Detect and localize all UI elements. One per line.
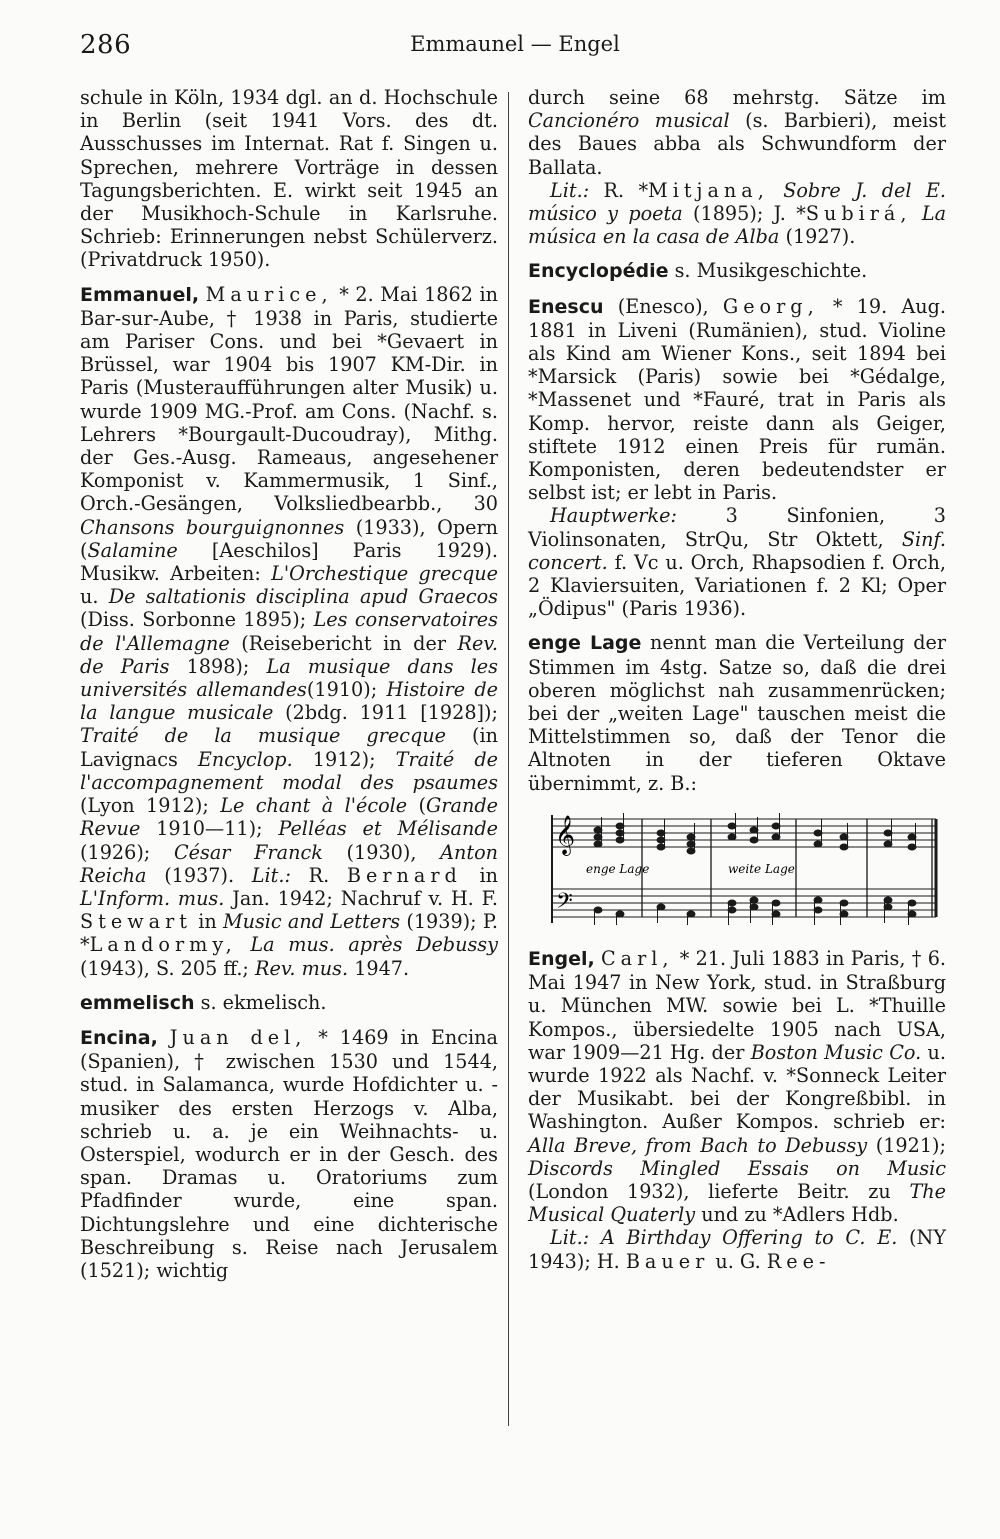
text-segment: * 21. Juli 1883 in Paris, † 6. Mai 1947 in New York, stud. in Straßburg u. München MW. sowie bei L. *Thuille Kompos., übersiedelte 1905 nach USA, war 1909—21 Hg. der: [528, 946, 946, 1064]
author-name: Bauer: [625, 1249, 710, 1273]
work-title: Encyclop.: [197, 747, 293, 771]
work-title: Cancionéro musical: [528, 109, 730, 133]
entry-encyclopedie: [528, 259, 946, 283]
engel-literature: [528, 1226, 946, 1272]
text-segment: (1926);: [80, 840, 151, 864]
work-title: Sobre J. del E. músico y poeta: [528, 178, 946, 226]
lemma-emmanuel: Emmanuel,: [80, 283, 200, 306]
text-segment: (1933), Opern (: [80, 515, 498, 562]
text-segment: [Aeschilos] Paris 1929). Musikw. Arbeiten:: [80, 538, 498, 586]
treble-staff: [552, 819, 936, 847]
text-segment: 3 Sinfonien, 3 Violinsonaten, StrQu, Str Oktett,: [528, 504, 946, 551]
work-title: Traité de l'accompagnement modal des psaumes: [80, 747, 498, 794]
lemma-enge-lage: enge Lage: [528, 632, 642, 655]
text-segment: * 2. Mai 1862 in Bar-sur-Aube, † 1938 in Paris, studierte am Pariser Cons. und bei *Gevaert in Brüssel, war 1904 bis 1907 KM-Dir. in Paris (Musteraufführungen alter Musik) u. wurde 1909 MG.-Prof. am Cons. (Nachf. s. Lehrers *Bourgault-Ducoudray), Mithg. der Ges.-Ausg. Rameaus, angesehener Komponist v. Kammermusik, 1 Sinf., Orch.-Gesängen, Volksliedbearbb., 30: [80, 282, 498, 516]
text-segment: (London 1932), lieferte Beitr. zu: [528, 1179, 891, 1203]
text-segment: u. G.: [715, 1249, 761, 1273]
text-segment: 1910—11);: [156, 817, 263, 841]
entry-encina: [80, 1026, 498, 1282]
text-segment: (2bdg. 1911 [1928]);: [285, 701, 498, 725]
text-segment: 1947.: [354, 956, 410, 980]
text-segment: (1939); P. *: [80, 910, 498, 957]
encina-continued: [528, 86, 946, 179]
lemma-encina: Encina,: [80, 1026, 158, 1049]
text-segment: (1895); J. *: [693, 202, 806, 226]
work-title: Rev. mus.: [255, 956, 349, 980]
work-title: A Birthday Offering to C. E.: [600, 1226, 898, 1250]
work-title: L'Inform. mus.: [80, 886, 225, 910]
entry-enescu: [528, 295, 946, 505]
text-segment: 1912);: [312, 747, 376, 771]
text-segment: (1937).: [164, 863, 235, 887]
work-title: Sinf. concert.: [528, 527, 946, 574]
text-segment: und zu *Adlers Hdb.: [701, 1203, 899, 1227]
text-segment: (1921);: [875, 1133, 947, 1157]
author-name: Mitjana,: [648, 178, 769, 202]
encina-literature: [528, 179, 946, 249]
works-label: Hauptwerke:: [550, 504, 677, 528]
given-name: Georg,: [722, 294, 819, 318]
text-segment: (1910);: [306, 678, 378, 702]
lemma-engel: Engel,: [528, 947, 595, 970]
work-title: Anton Reicha: [80, 840, 498, 887]
text-segment: R. *: [603, 178, 649, 202]
text-segment: 1898);: [186, 654, 250, 678]
text-segment: (1927).: [785, 225, 856, 249]
lemma-enescu: Enescu: [528, 295, 604, 318]
work-title: César Franck: [173, 840, 323, 864]
bass-staff: [552, 889, 936, 917]
cross-reference: s. Musikgeschichte.: [674, 259, 868, 283]
work-title: Chansons bourguignonnes: [80, 515, 345, 539]
text-segment: (in Lavignacs: [80, 724, 498, 771]
enescu-works: [528, 504, 946, 620]
work-title: La mus. après Debussy: [250, 933, 498, 957]
work-title: Boston Music Co.: [750, 1040, 922, 1064]
work-title: Rev. de Paris: [80, 631, 498, 678]
author-name: Stewart: [80, 910, 192, 934]
lit-label: Lit.:: [550, 178, 590, 202]
entry-engel: [528, 947, 946, 1226]
work-title: La musique dans les universités allemandes: [80, 654, 498, 702]
text-segment: f. Vc u. Orch, Rhapsodien f. Orch, 2 Klaviersuiten, Variationen f. 2 Kl; Oper „Ödipus" (Paris 1936).: [528, 550, 946, 621]
text-segment: (1930),: [346, 840, 417, 864]
text-segment: (Reisebericht in der: [241, 631, 446, 655]
work-title: Traité de la musique grecque: [80, 724, 446, 748]
music-example: [546, 813, 946, 925]
work-title: Music and Letters: [222, 910, 401, 934]
text-segment: u.: [80, 585, 99, 609]
text-segment: (Enesco),: [617, 294, 709, 318]
work-title: La música en la casa de Alba: [528, 202, 947, 249]
entry-enge-lage: [528, 631, 946, 794]
bass-clef-icon: 𝄢: [556, 888, 573, 919]
page-number: 286: [80, 30, 132, 60]
text-segment: (: [418, 794, 427, 818]
text-segment: Jan. 1942; Nachruf v. H. F.: [232, 886, 498, 910]
text-segment: (NY 1943); H.: [528, 1226, 946, 1273]
work-title: Salamine: [87, 538, 178, 562]
entry-emmanuel: [80, 283, 498, 980]
text-segment: durch seine 68 mehrstg. Sätze im: [528, 86, 946, 109]
running-head: [80, 28, 950, 68]
text-segment: (Diss. Sorbonne 1895);: [80, 608, 307, 632]
continued-paragraph: schule in Köln, 1934 dgl. an d. Hochschule in Berlin (seit 1941 Vors. des dt. Ausschusses im Internat. Rat f. Singen u. Sprechen, mehrere Vorträge in dessen Tagungsberichten. E. wirkt seit 1945 an der Musikhoch-Schule in Karlsruhe. Schrieb: Erinnerungen nebst Schülerverz. (Privatdruck 1950).: [80, 86, 498, 272]
work-title: Pelléas et Mélisande: [278, 817, 498, 841]
label-enge-lage: enge Lage: [586, 861, 650, 876]
text-segment: nennt man die Verteilung der Stimmen im 4stg. Satze so, daß die drei oberen möglichst nah zusammenrücken; bei der „weiten Lage" tauschen meist die Mittelstimmen so, daß der Tenor die Altnoten in der tieferen Oktave übernimmt, z. B.:: [528, 631, 947, 795]
label-weite-lage: weite Lage: [728, 861, 795, 876]
cross-reference: s. ekmelisch.: [200, 990, 327, 1014]
text-segment: in: [198, 910, 217, 934]
work-title: Le chant à l'école: [220, 794, 408, 818]
work-title: Les conservatoires de l'Allemagne: [80, 608, 498, 655]
text-segment: (Lyon 1912);: [80, 794, 209, 818]
entry-emmelisch: [80, 991, 498, 1015]
author-name: Subirá,: [805, 202, 912, 226]
given-name: Carl,: [600, 946, 674, 970]
work-title: Alla Breve, from Bach to Debussy: [528, 1133, 868, 1157]
text-segment: * 19. Aug. 1881 in Liveni (Rumänien), stud. Violine als Kind am Wiener Kons., seit 1894 bei *Marsick (Paris) sowie bei *Gédalge, *Massenet und *Fauré, trat in Paris als Komp. hervor, reiste dann als Geiger, stiftete 1912 einen Preis für rumän. Komponisten, deren bedeutendster er selbst ist; er lebt in Paris.: [528, 294, 947, 505]
lemma-emmelisch: emmelisch: [80, 991, 195, 1014]
treble-clef-icon: 𝄞: [555, 814, 576, 855]
author-name: Bernard: [346, 863, 462, 887]
given-name: Maurice,: [205, 282, 333, 306]
text-segment: * 1469 in Encina (Spanien), † zwischen 1530 und 1544, stud. in Salamanca, wurde Hofdichter u. -musiker des ersten Herzogs v. Alba, schrieb u. a. je ein Weihnachts- u. Osterspiel, wodurch er in der Gesch. des span. Dramas u. Oratoriums zum Pfadfinder wurde, eine span. Dichtungslehre und eine dichterische Beschreibung s. Reise nach Jerusalem (1521); wichtig: [80, 1025, 498, 1282]
text-segment: R.: [308, 863, 330, 887]
text-segment: (1943), S. 205 ff.;: [80, 956, 249, 980]
author-name: Landormy,: [89, 933, 237, 957]
work-title: Discords Mingled Essais on Music: [528, 1156, 946, 1180]
column-divider: [508, 92, 509, 1426]
left-column: [80, 86, 498, 1282]
given-name: Juan del,: [169, 1025, 307, 1049]
text-segment: (s. Barbieri), meist des Baues abba als Schwundform der Ballata.: [528, 109, 946, 179]
header-title: Emmaunel — Engel: [410, 32, 620, 56]
author-name: Ree-: [766, 1249, 831, 1273]
text-segment: in: [479, 863, 498, 887]
lit-label: Lit.:: [550, 1226, 590, 1250]
work-title: De saltationis disciplina apud Graecos: [108, 585, 498, 609]
work-title: Grande Revue: [80, 794, 498, 841]
right-column: [528, 86, 946, 1273]
work-title: Histoire de la langue musicale: [80, 678, 498, 725]
lemma-encyclopedie: Encyclopédie: [528, 260, 669, 283]
text-segment: u. wurde 1922 als Nachf. v. *Sonneck Leiter der Musikabt. bei der Kongreßbibl. in Washington. Außer Kompos. schrieb er:: [528, 1040, 946, 1134]
lit-label: Lit.:: [251, 863, 291, 887]
work-title: The Musical Quaterly: [528, 1179, 946, 1227]
work-title: L'Orchestique grecque: [271, 562, 498, 586]
